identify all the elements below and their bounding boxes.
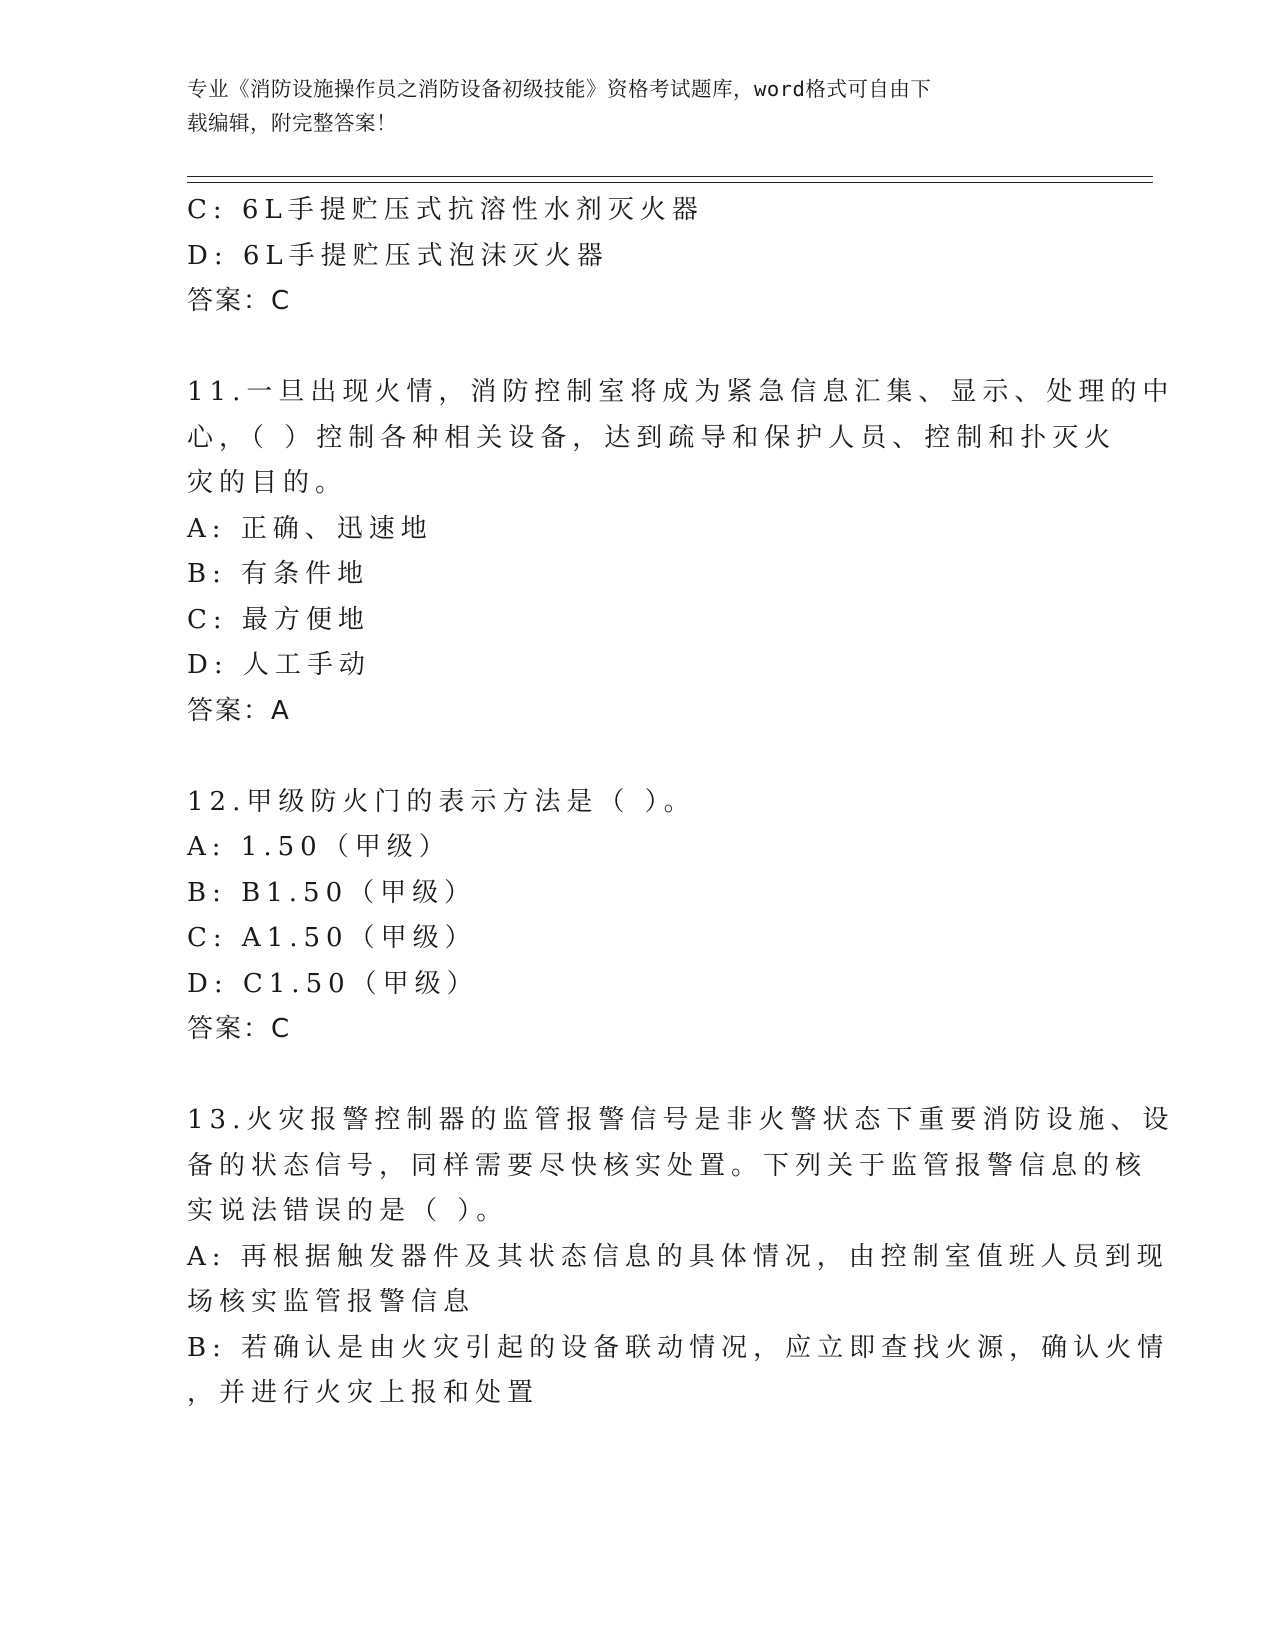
option-c: C: 最方便地 (187, 604, 370, 635)
header-divider-top (187, 176, 1153, 177)
document-header (187, 72, 1067, 140)
answer: 答案：A (187, 695, 291, 726)
option-b: B: 有条件地 (187, 559, 370, 589)
question-stem-line: 备的状态信号，同样需要尽快核实处置。下列关于监管报警信息的核 (187, 1150, 1148, 1181)
question-content (187, 188, 1175, 1417)
question-stem-line: 12.甲级防火门的表示方法是（ ）。 (187, 786, 696, 817)
question-10 (187, 188, 1077, 325)
spacer (187, 734, 1077, 780)
question-stem-line: 灾的目的。 (187, 468, 348, 498)
question-12 (187, 780, 1077, 1053)
spacer (187, 325, 1077, 371)
header-line-2: 载编辑，附完整答案！ (187, 111, 397, 135)
option-c: C: 6L手提贮压式抗溶性水剂灭火器 (187, 195, 704, 225)
option-d: D: 人工手动 (187, 650, 371, 680)
spacer (187, 1053, 1077, 1099)
answer: 答案：C (187, 1014, 292, 1044)
answer: 答案：C (187, 286, 292, 316)
option-a: A: 1.50（甲级） (187, 832, 451, 862)
option-b-line: B: 若确认是由火灾引起的设备联动情况，应立即查找火源，确认火情 (187, 1332, 1170, 1363)
question-13 (187, 1098, 1175, 1417)
option-a-line: A: 再根据触发器件及其状态信息的具体情况，由控制室值班人员到现 (187, 1241, 1169, 1272)
question-11 (187, 370, 1175, 734)
option-c: C: A1.50（甲级） (187, 923, 477, 953)
option-b-line: ，并进行火灾上报和处置 (187, 1378, 540, 1408)
option-d: D: 6L手提贮压式泡沫灭火器 (187, 240, 609, 271)
option-b: B: B1.50（甲级） (187, 877, 477, 908)
option-a: A: 正确、迅速地 (187, 513, 433, 544)
option-d: D: C1.50（甲级） (187, 968, 479, 999)
question-stem-line: 实说法错误的是（ ）。 (187, 1196, 509, 1226)
question-stem-line: 心，（ ）控制各种相关设备，达到疏导和保护人员、控制和扑灭火 (187, 422, 1117, 453)
header-divider-bottom (187, 182, 1153, 183)
option-a-line: 场核实监管报警信息 (187, 1287, 476, 1317)
question-stem-line: 11.一旦出现火情，消防控制室将成为紧急信息汇集、显示、处理的中 (187, 377, 1175, 407)
header-line-1: 专业《消防设施操作员之消防设备初级技能》资格考试题库，word格式可自由下 (187, 77, 932, 101)
question-stem-line: 13.火灾报警控制器的监管报警信号是非火警状态下重要消防设施、设 (187, 1105, 1175, 1135)
